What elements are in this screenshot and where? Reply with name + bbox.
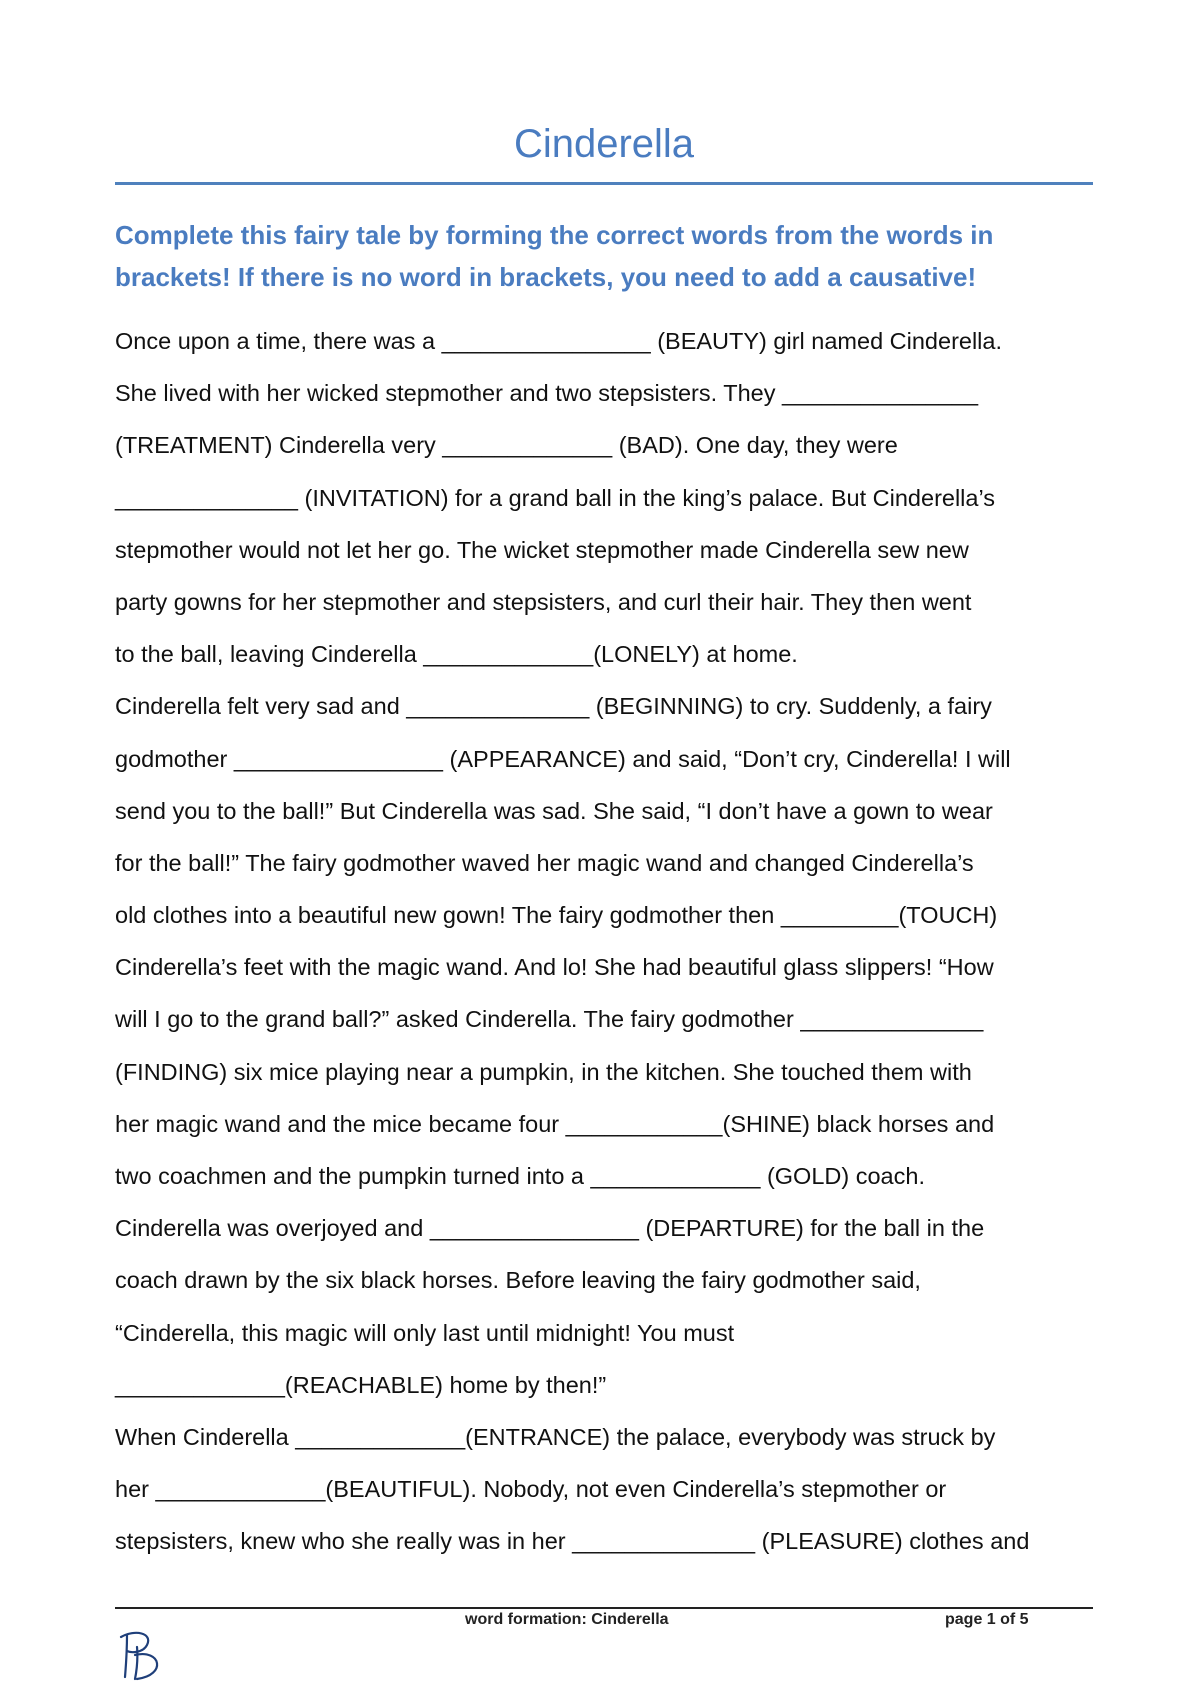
page-title: Cinderella (513, 122, 695, 166)
story-line: Cinderella was overjoyed and ________________ (DEPARTURE) for the ball in the (115, 1215, 985, 1242)
story-line: will I go to the grand ball?” asked Cinderella. The fairy godmother ______________ (115, 1006, 984, 1033)
story-line: (TREATMENT) Cinderella very _____________ (BAD). One day, they were (115, 432, 898, 459)
story-line: coach drawn by the six black horses. Before leaving the fairy godmother said, (115, 1267, 921, 1294)
story-line: for the ball!” The fairy godmother waved her magic wand and changed Cinderella’s (115, 849, 974, 876)
story-line: her magic wand and the mice became four ____________(SHINE) black horses and (115, 1110, 995, 1137)
story-line: Cinderella’s feet with the magic wand. And lo! She had beautiful glass slippers! “How (115, 954, 994, 981)
story-line: “Cinderella, this magic will only last until midnight! You must (115, 1319, 735, 1346)
story-line: When Cinderella _____________(ENTRANCE) the palace, everybody was struck by (115, 1423, 996, 1450)
footer-divider (115, 1607, 1093, 1609)
story-line: (FINDING) six mice playing near a pumpkin, in the kitchen. She touched them with (115, 1058, 972, 1085)
logo-icon (113, 1625, 171, 1683)
story-line: two coachmen and the pumpkin turned into a _____________ (GOLD) coach. (115, 1163, 925, 1189)
story-line: ______________ (INVITATION) for a grand ball in the king’s palace. But Cinderella’s (115, 484, 996, 511)
story-line: her _____________(BEAUTIFUL). Nobody, not even Cinderella’s stepmother or (115, 1476, 947, 1503)
story-line: party gowns for her stepmother and stepsisters, and curl their hair. They then went (115, 588, 972, 615)
story-line: She lived with her wicked stepmother and two stepsisters. They _______________ (115, 380, 979, 407)
instructions: Complete this fairy tale by forming the correct words from the words in brackets! If there is no word in brackets, you need to add a causative! (115, 220, 994, 292)
story-line: Once upon a time, there was a ________________ (BEAUTY) girl named Cinderella. (115, 328, 1002, 354)
story-line: godmother ________________ (APPEARANCE) and said, “Don’t cry, Cinderella! I will (115, 745, 1011, 772)
page-number: page 1 of 5 (945, 1611, 1029, 1628)
story-line: to the ball, leaving Cinderella _____________(LONELY) at home. (115, 641, 798, 668)
story-line: send you to the ball!” But Cinderella was sad. She said, “I don’t have a gown to wear (115, 797, 993, 824)
story-line: old clothes into a beautiful new gown! The fairy godmother then _________(TOUCH) (115, 902, 998, 929)
story-line: _____________(REACHABLE) home by then!” (115, 1371, 607, 1398)
story-text (115, 318, 1105, 1571)
story-line: stepmother would not let her go. The wicket stepmother made Cinderella sew new (115, 536, 969, 563)
story-line: stepsisters, knew who she really was in her ______________ (PLEASURE) clothes and (115, 1528, 1030, 1555)
story-line: Cinderella felt very sad and ______________ (BEGINNING) to cry. Suddenly, a fairy (115, 693, 992, 720)
title-divider (115, 182, 1093, 185)
footer-label: word formation: Cinderella (465, 1611, 669, 1628)
